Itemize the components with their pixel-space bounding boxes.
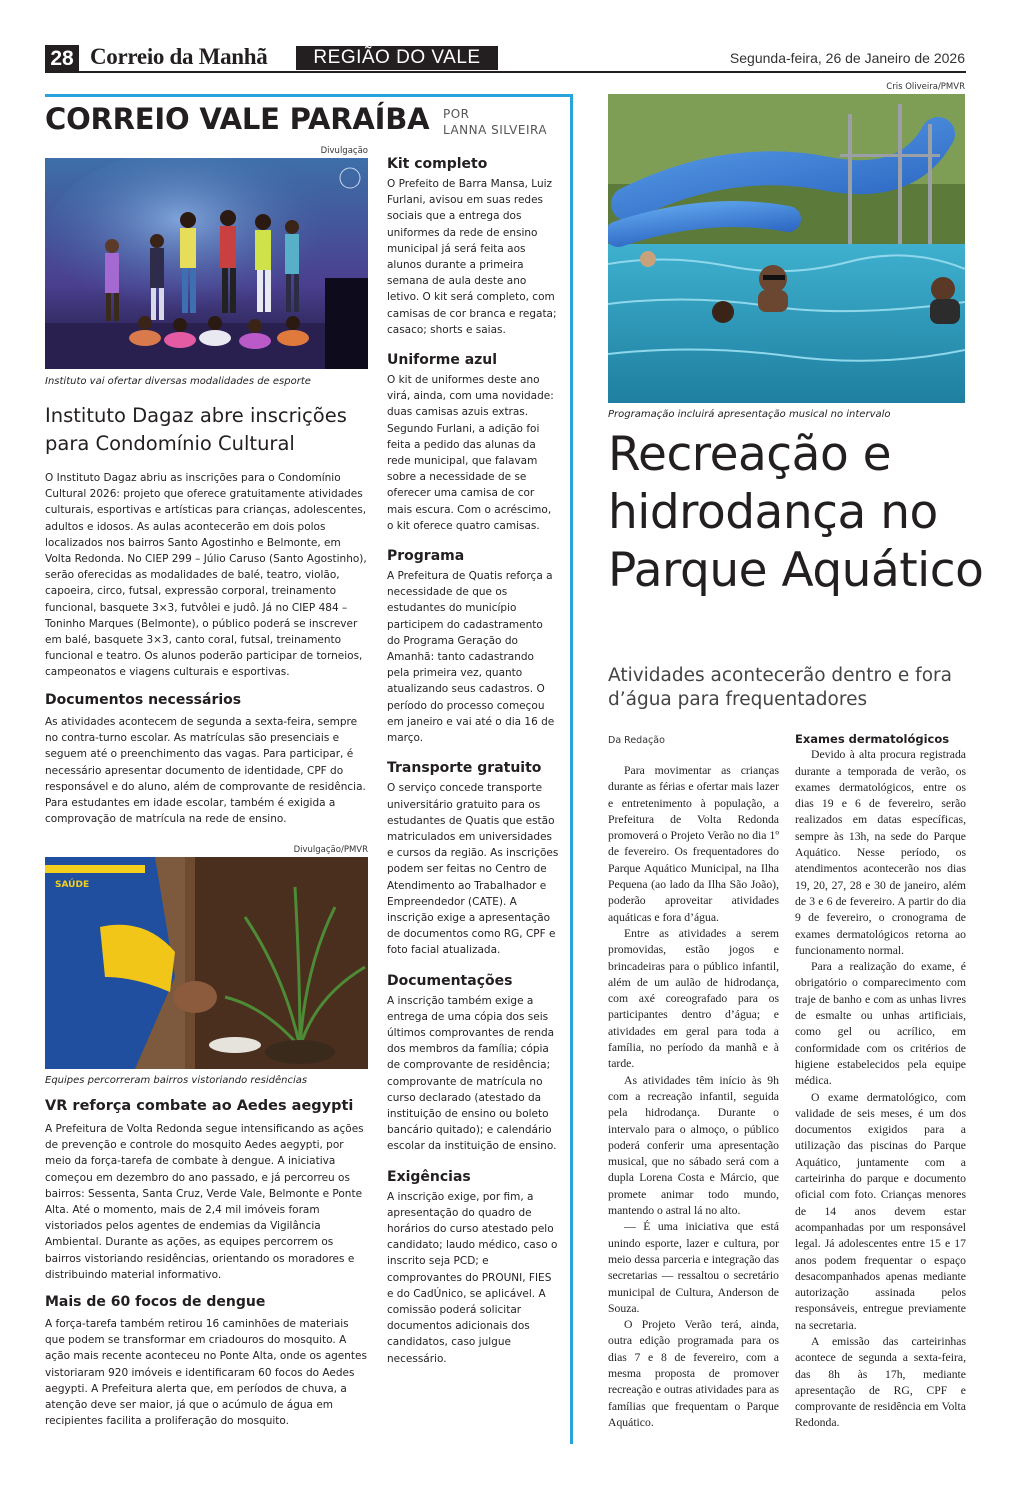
- caption-pool: Programação incluirá apresentação musical no intervalo: [608, 409, 891, 420]
- caption-aedes: Equipes percorreram bairros vistoriando residências: [45, 1075, 308, 1086]
- subhead-documentos: Documentos necessários: [45, 692, 242, 708]
- byline-name: LANNA SILVEIRA: [443, 123, 548, 137]
- pool-illustration: [608, 94, 965, 403]
- main-paragraph: O exame dermatológico, com validade de seis meses, é um dos documentos exigidos para a utilização das piscinas do Parque Aquático, juntamente com a carteirinha do parque e documento oficial com foto. Crianças menores de 14 anos devem estar acompanhadas por um responsável legal. Já adolescentes entre 15 e 17 anos podem frequentar o espaço desacompanhados apenas mediante autorização assinada pelos responsáveis, entregue previamente na secretaria.: [795, 1090, 966, 1332]
- main-paragraph: Devido à alta procura registrada durante a temporada de verão, os exames dermatológicos, entre os dias 19 e 6 de fevereiro, serão realizados em datas específicas, sempre às 13h, na sede do Parque Aquático. Nesse período, os atendimentos acontecerão nos dias 19, 20, 27, 28 e 30 de janeiro, além de 3 e 6 de fevereiro. A partir do dia 9 de fevereiro, o cronograma de exames dermatológicos retorna ao funcionamento normal.: [795, 748, 966, 957]
- photo-pool: [608, 94, 965, 403]
- main-paragraph: Entre as atividades a serem promovidas, estão jogos e brincadeiras para o público infantil, além de um aulão de hidrodança, com axé coreografado para os participantes dentro d’água; e atividades em geral para toda a família, no período da manhã e à tarde.: [608, 926, 779, 1071]
- note-heading: Kit completo: [387, 156, 488, 172]
- note-block: [387, 548, 559, 746]
- publication-date: Segunda-feira, 26 de Janeiro de 2026: [729, 50, 965, 66]
- main-paragraph: As atividades têm início às 9h com a recreação infantil, seguida pela hidrodança. Durante o intervalo para o almoço, o público poderá conferir uma apresentação musical, que no sábado será com a dupla Lorena Costa e Márcio, que promete animar todo mundo, mantendo o astral lá no alto.: [608, 1073, 779, 1218]
- subhead-focos: Mais de 60 focos de dengue: [45, 1294, 266, 1310]
- note-body: O kit de uniformes deste ano virá, ainda, com uma novidade: duas camisas azuis extras. Segundo Furlani, a adição foi feita a pedido das alunas da rede municipal, que falavam sobre a necessidade de se oferecer uma camisa de cor mais escura. Com o acréscimo, o kit oferece quatro camisas.: [387, 374, 554, 532]
- caption-dagaz: Instituto vai ofertar diversas modalidades de esporte: [45, 376, 311, 387]
- note-block: [387, 1169, 559, 1367]
- byline-prefix: POR: [443, 107, 470, 121]
- note-heading: Exigências: [387, 1168, 471, 1185]
- column-title: CORREIO VALE PARAÍBA: [45, 102, 430, 136]
- header-rule: [45, 71, 966, 73]
- subhead-exames: Exames dermatológicos: [795, 732, 950, 746]
- body-dagaz: [45, 470, 368, 681]
- note-heading: Uniforme azul: [387, 352, 498, 369]
- note-heading: Documentações: [387, 972, 513, 989]
- note-block: [387, 156, 559, 338]
- main-paragraph: A emissão das carteirinhas acontece de segunda a sexta-feira, das 8h às 17h, mediante apresentação de RG, CPF e comprovante de residência em Volta Redonda.: [795, 1334, 966, 1430]
- column-frame-right: [570, 94, 573, 1444]
- note-heading: Programa: [387, 548, 465, 565]
- notes-column: [387, 156, 559, 1367]
- newspaper-logo: Correio da Manhã: [90, 44, 268, 69]
- body-documentos-paragraph: As atividades acontecem de segunda a sexta-feira, sempre no contra-turno escolar. As matrículas são presenciais e seguem até o preenchimento das vagas. Para participar, é necessário apresentar documento de identidade, CPF do responsável e do aluno, além de comprovante de residência. Para estudantes em idade escolar, também é exigida a comprovação de matrícula na rede de ensino.: [45, 716, 366, 826]
- note-body: O Prefeito de Barra Mansa, Luiz Furlani, avisou em suas redes sociais que a entrega dos uniformes da rede de ensino municipal já será feita aos alunos durante a primeira semana de aula deste ano letivo. O kit será completo, com camisas de cor branca e regata; casaco; shorts e saias.: [387, 178, 557, 336]
- photo-credit-dagaz: Divulgação: [320, 146, 368, 156]
- note-body: O serviço concede transporte universitário gratuito para os estudantes de Quatis que estão matriculados em universidades e cursos da região. As inscrições podem ser feitas no Centro de Atendimento ao Trabalhador e Empreendedor (CATE). A inscrição exige a apresentação de documentos como RG, CPF e foto facial atualizada.: [387, 782, 559, 957]
- main-subtitle: Atividades acontecerão dentro e fora d’água para frequentadores: [608, 665, 952, 710]
- page-number: 28: [45, 45, 79, 72]
- photo-credit-aedes: Divulgação/PMVR: [293, 845, 368, 855]
- note-body: A inscrição exige, por fim, a apresentação do quadro de horários do curso atestado pelo candidato; laudo médico, caso o inscrito seja PCD; e comprovantes do PROUNI, FIES e do CadÚnico, se aplicável. A comissão poderá solicitar documentos adicionais dos candidatos, caso julgue necessário.: [387, 1190, 558, 1365]
- headline-dagaz: Instituto Dagaz abre inscrições para Condomínio Cultural: [45, 404, 347, 455]
- vest-text: SAÚDE: [55, 880, 90, 890]
- note-body: A Prefeitura de Quatis reforça a necessidade de que os estudantes do município participem do cadastramento do Programa Geração do Amanhã: tanto cadastrando pela primeira vez, quanto atualizando seus cadastros. O período do processo começou em janeiro e vai até o dia 16 de março.: [387, 570, 555, 745]
- note-block: [387, 352, 559, 534]
- note-block: [387, 760, 559, 958]
- main-paragraph: Para a realização do exame, é obrigatório o comparecimento com traje de banho e com as unhas livres de esmalte ou unhas artificiais, como gel ou acrílico, em conformidade com os critérios de higiene estabelecidos pela equipe médica.: [795, 960, 966, 1088]
- note-heading: Transporte gratuito: [387, 760, 542, 777]
- body-focos-paragraph: A força-tarefa também retirou 16 caminhões de materiais que podem se transformar em criadouros do mosquito. A ação mais recente aconteceu no Ponte Alta, onde os agentes vistoriaram 920 imóveis e identificaram 60 focos do Aedes aegypti. A Prefeitura alerta que, em períodos de chuva, a atenção deve ser maior, já que o acúmulo de água em recipientes facilita a proliferação do mosquito.: [45, 1318, 367, 1428]
- section-label: REGIÃO DO VALE: [296, 46, 498, 70]
- photo-aedes: [45, 857, 368, 1069]
- headline-aedes: VR reforça combate ao Aedes aegypti: [45, 1098, 354, 1114]
- agent-illustration: [45, 857, 368, 1069]
- column-frame-top: [45, 94, 573, 97]
- main-headline: Recreação e hidrodança no Parque Aquático: [608, 427, 984, 598]
- main-paragraph: Para movimentar as crianças durante as férias e ofertar mais lazer e entretenimento à população, a Prefeitura de Volta Redonda promoverá o Projeto Verão no dia 1º de fevereiro. Os frequentadores do Parque Aquático Municipal, na Ilha Pequena (ao lado da Ilha São João), poderão aproveitar atividades aquáticas e fora d’água.: [608, 764, 779, 924]
- body-aedes: [45, 1121, 368, 1283]
- body-aedes-paragraph: A Prefeitura de Volta Redonda segue intensificando as ações de prevenção e controle do mosquito Aedes aegypti, por meio da força-tarefa de combate à dengue. A iniciativa começou em dezembro do ano passado, e já percorreu os bairros: Sessenta, Santa Cruz, Verde Vale, Belmonte e Ponte Alta. Até o momento, mais de 2,4 mil imóveis foram vistoriados pelos agentes de endemias da Vigilância Ambiental. Durante as ações, as equipes percorrem os bairros vistoriando residências, orientando os moradores e distribuindo material informativo.: [45, 1123, 364, 1281]
- note-block: [387, 973, 559, 1155]
- column-byline: [443, 106, 547, 138]
- main-column-1: [608, 763, 779, 1431]
- note-body: A inscrição também exige a entrega de uma cópia dos seis últimos comprovantes de renda dos membros da família; cópia de comprovante de residência; comprovante de matrícula no curso declarado (atestado da instituição de ensino ou boleto bancário quitado); e calendário escolar da instituição de ensino.: [387, 994, 557, 1153]
- main-paragraph: — É uma iniciativa que está unindo esporte, lazer e cultura, por meio dessa parceria e integração das secretarias — ressaltou o secretário municipal de Cultura, Anderson de Souza.: [608, 1220, 779, 1315]
- photo-credit-pool: Cris Oliveira/PMVR: [886, 82, 965, 92]
- body-dagaz-paragraph: O Instituto Dagaz abriu as inscrições para o Condomínio Cultural 2026: projeto que oferece gratuitamente atividades culturais, esportivas e artísticas para crianças, adolescentes, adultos e idosos. As aulas acontecerão em dois polos localizados nos bairros Santo Agostinho e Belmonte, em Volta Redonda. No CIEP 299 – Júlio Caruso (Santo Agostinho), serão oferecidas as modalidades de balé, teatro, violão, capoeira, circo, futsal, expressão corporal, treinamento funcional, basquete 3×3, futvôlei e judô. Já no CIEP 484 – Toninho Marques (Belmonte), o público poderá se inscrever em balé, basquete 3×3, canto coral, futsal, treinamento funcional e teatro. Os alunos poderão participar de torneios, campeonatos e viagens culturais e esportivas.: [45, 472, 367, 679]
- main-byline: Da Redação: [608, 735, 665, 746]
- main-column-2: [795, 731, 966, 1432]
- body-focos: [45, 1316, 368, 1429]
- body-documentos: [45, 714, 368, 827]
- stage-illustration: [45, 158, 368, 369]
- photo-dagaz: [45, 158, 368, 369]
- main-paragraph: O Projeto Verão terá, ainda, outra edição programada para os dias 7 e 8 de fevereiro, com a mesma proposta de promover recreação e outras atividades para as famílias que frequentam o Parque Aquático.: [608, 1318, 779, 1429]
